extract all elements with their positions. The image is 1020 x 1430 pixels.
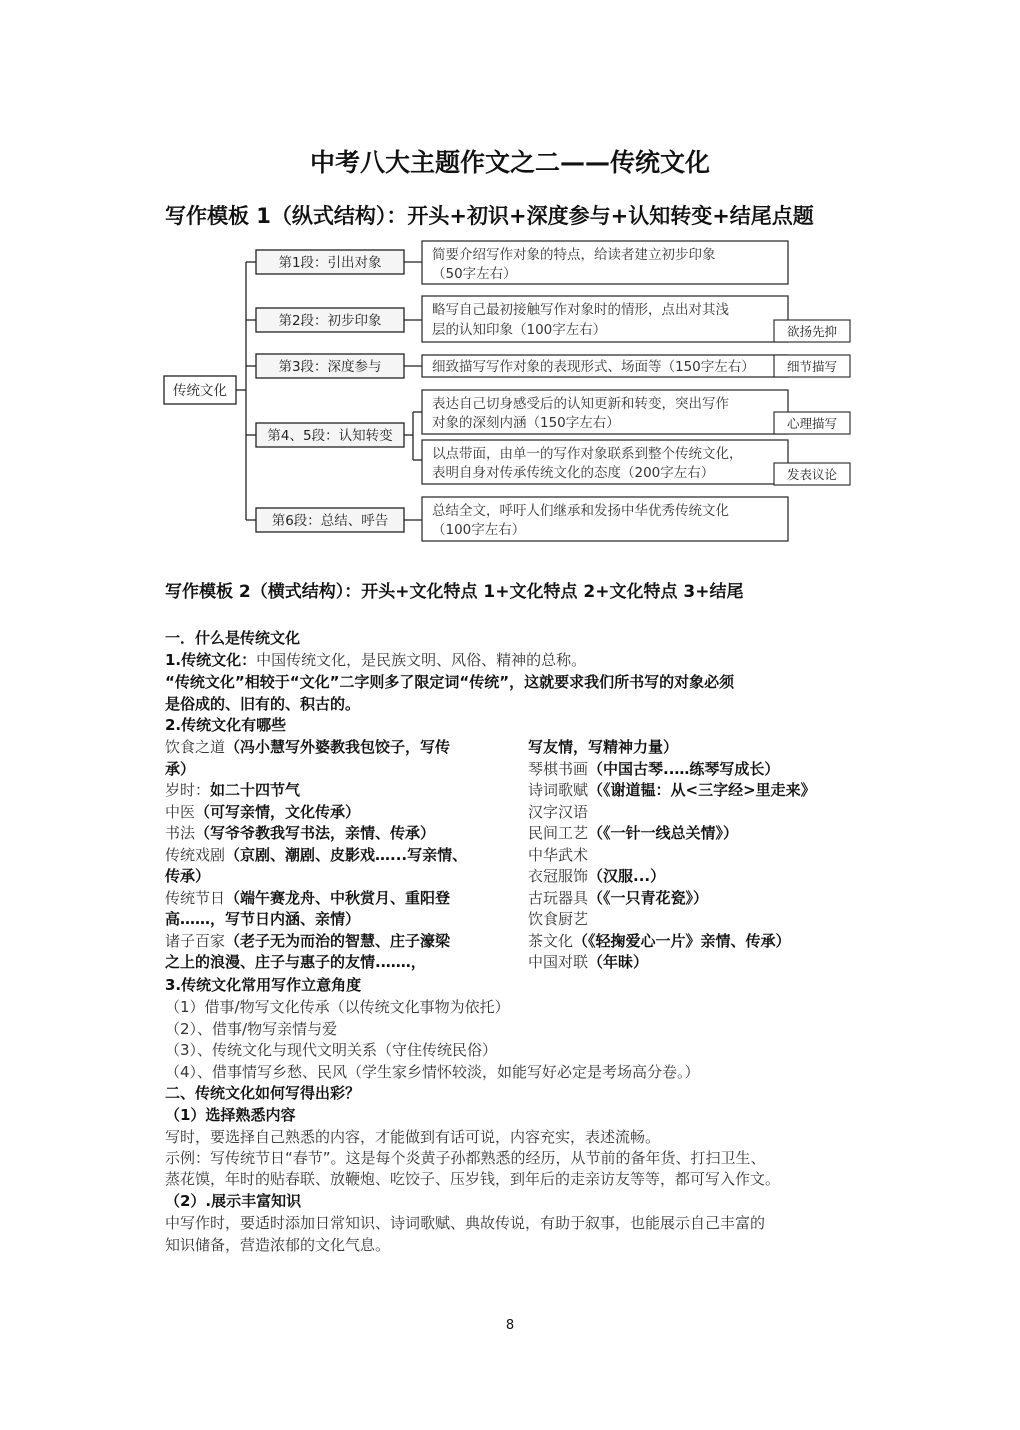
template1-heading: 写作模板 1（纵式结构）：开头+初识+深度参与+认知转变+结尾点题: [165, 204, 814, 228]
list-item-note: 高……，写节日内涵、亲情）: [165, 910, 361, 928]
definition-paragraph: [165, 650, 586, 672]
list-item-note: （中国古琴..…练琴写成长）: [588, 759, 780, 778]
diagram-root-label: 传统文化: [173, 383, 227, 399]
list-item-note: （《谢道韫：从<三字经>里走来》: [588, 781, 816, 799]
note-line: 层的认知印象（100字左右）: [432, 322, 607, 338]
list-item-note: （汉服...）: [588, 867, 666, 885]
list-item: [165, 802, 510, 824]
list-item: [528, 780, 868, 802]
diagram-note: [422, 390, 850, 434]
list-item: [528, 737, 868, 759]
list-item-label: 饮食厨艺: [528, 910, 589, 928]
list-item-note: （年昧）: [588, 953, 649, 971]
list-item-note: （《一只青花瓷》）: [588, 888, 709, 907]
page-number: 8: [505, 1318, 515, 1333]
culture-list-right: [528, 737, 868, 974]
list-item-note: （京剧、潮剧、皮影戏…...写亲情、: [225, 845, 468, 864]
list-item-label: 民间工艺: [528, 824, 589, 842]
subsection-heading: 2.传统文化有哪些: [165, 716, 287, 734]
list-item: [528, 866, 868, 888]
list-item-label: 诗词歌赋: [528, 781, 589, 799]
paragraph-line: 写时，要选择自己熟悉的内容，才能做到有话可说，内容充实，表述流畅。: [165, 1128, 661, 1146]
note-line: 以点带面，由单一的写作对象联系到整个传统文化，: [432, 446, 743, 462]
template2-heading: 写作模板 2（横式结构）：开头+文化特点 1+文化特点 2+文化特点 3+结尾: [165, 582, 744, 602]
list-item-label: 饮食之道: [165, 738, 226, 756]
list-item: [165, 823, 510, 845]
list-item: [528, 802, 868, 824]
list-item-note: 如二十四节气: [210, 781, 301, 799]
list-item: [165, 952, 510, 974]
list-item-label: 古玩器具: [528, 888, 589, 907]
list-item: [165, 759, 510, 781]
diagram-node: [256, 308, 404, 332]
paragraph-line: 中写作时，要适时添加日常知识、诗词歌赋、典故传说，有助于叙事，也能展示自己丰富的: [165, 1214, 766, 1232]
list-item: [165, 931, 510, 953]
list-item-label: 茶文化: [528, 931, 574, 950]
list-item: [528, 845, 868, 867]
diagram-node-label: 第3段：深度参与: [278, 359, 382, 375]
note-tag: 欲扬先抑: [786, 324, 838, 339]
note-line: （50字左右）: [432, 266, 517, 282]
diagram-note: [422, 497, 788, 541]
list-item-label: 中国对联: [528, 953, 589, 971]
note-line: 表达自己切身感受后的认知更新和转变，突出写作: [432, 396, 729, 412]
list-item-note: （可写亲情，文化传承）: [195, 802, 361, 821]
list-item-note: 写友情，写精神力量）: [528, 738, 679, 756]
list-item: [528, 909, 868, 931]
list-item: [165, 888, 510, 910]
page-title: 中考八大主题作文之二——传统文化: [309, 148, 710, 177]
structure-diagram: [160, 232, 860, 552]
note-line: 表明自身对传承传统文化的态度（200字左右）: [432, 465, 715, 481]
list-item: [165, 845, 510, 867]
section1-heading: 一．什么是传统文化: [165, 629, 301, 647]
note-tag: 心理描写: [786, 416, 838, 431]
diagram-node: [256, 423, 404, 447]
subsection-heading: 3.传统文化常用写作立意角度: [165, 976, 362, 994]
note-tag: 细节描写: [786, 359, 838, 374]
diagram-note: [422, 440, 850, 485]
list-item: [528, 931, 868, 953]
note-tag: 发表议论: [786, 467, 838, 482]
example-line: 蒸花馍，年时的贴春联、放鞭炮、吃饺子、压岁钱，到年后的走亲访友等等，都可写入作文。: [165, 1170, 781, 1188]
note-line: 简要介绍写作对象的特点，给读者建立初步印象: [432, 247, 716, 263]
diagram-node-label: 第4、5段：认知转变: [267, 428, 393, 444]
list-item-label: 中医: [165, 802, 196, 821]
diagram-node-label: 第6段：总结、呼告: [271, 513, 389, 529]
list-item-note: （老子无为而治的智慧、庄子濠梁: [225, 931, 451, 950]
section2-heading: 二、传统文化如何写得出彩？: [165, 1084, 361, 1102]
list-item-label: 诸子百家: [165, 931, 226, 950]
paragraph-line: 知识储备，营造浓郁的文化气息。: [165, 1236, 391, 1254]
note-line: 略写自己最初接触写作对象时的情形，点出对其浅: [432, 302, 729, 318]
subsection-heading: （2）.展示丰富知识: [165, 1192, 302, 1210]
paragraph-line: “传统文化”相较于“文化”二字则多了限定词“传统”，这就要求我们所书写的对象必须: [165, 673, 735, 691]
list-item: [165, 737, 510, 759]
subsection-heading: （1）选择熟悉内容: [165, 1106, 296, 1124]
note-line: 细致描写写作对象的表现形式、场面等（150字左右）: [432, 359, 755, 375]
list-item-note: （《一针一线总关情》）: [588, 824, 739, 842]
angle-item: （4）、借事情写乡愁、民风（学生家乡情怀较淡，如能写好必定是考场高分卷。）: [165, 1063, 700, 1081]
list-item-label: 中华武术: [528, 845, 589, 864]
list-item-label: 琴棋书画: [528, 759, 589, 778]
paragraph-line: 是俗成的、旧有的、积古的。: [165, 695, 361, 713]
list-item-note: （写爷爷教我写书法，亲情、传承）: [195, 824, 436, 842]
diagram-node-label: 第2段：初步印象: [278, 313, 382, 329]
list-item-label: 传统节日: [165, 888, 226, 907]
diagram-node: [256, 354, 404, 378]
angle-item: （2）、借事/物写亲情与爱: [165, 1020, 338, 1038]
list-item-note: 传承）: [165, 867, 211, 885]
list-item-label: 书法: [165, 824, 196, 842]
list-item: [528, 759, 868, 781]
diagram-node: [256, 250, 404, 274]
list-item-note: 承）: [165, 759, 196, 778]
list-item: [528, 888, 868, 910]
list-item: [165, 780, 510, 802]
list-item-label: 岁时：: [165, 781, 211, 799]
list-item-note: （冯小慧写外婆教我包饺子，写传: [225, 738, 451, 756]
diagram-note: [422, 241, 788, 284]
list-item-label: 汉字汉语: [528, 802, 589, 821]
list-item-note: （《轻掬爱心一片》亲情、传承）: [573, 931, 791, 950]
list-item: [165, 866, 510, 888]
list-item-note: 之上的浪漫、庄子与惠子的友情.……，: [165, 953, 426, 971]
diagram-node-label: 第1段：引出对象: [278, 255, 382, 271]
angle-item: （1）借事/物写文化传承（以传统文化事物为依托）: [165, 998, 510, 1016]
list-item-note: （端午赛龙舟、中秋赏月、重阳登: [225, 888, 451, 907]
list-item: [165, 909, 510, 931]
example-line: 示例：写传统节日“春节”。这是每个炎黄子孙都熟悉的经历，从节前的备年货、打扫卫生、: [165, 1149, 766, 1167]
angle-item: （3）、传统文化与现代文明关系（守住传统民俗）: [165, 1041, 498, 1059]
diagram-note: [422, 296, 850, 342]
culture-list-left: [165, 737, 510, 974]
note-line: （100字左右）: [432, 522, 526, 538]
definition-label: 1.传统文化：: [165, 651, 257, 669]
list-item-label: 衣冠服饰: [528, 867, 589, 885]
list-item: [528, 952, 868, 974]
note-line: 对象的深刻内涵（150字左右）: [432, 415, 620, 431]
diagram-node: [256, 508, 404, 532]
diagram-note: [422, 355, 850, 377]
list-item-label: 传统戏剧: [165, 845, 226, 864]
note-line: 总结全文，呼吁人们继承和发扬中华优秀传统文化: [432, 503, 729, 519]
definition-text: 中国传统文化，是民族文明、风俗、精神的总称。: [256, 651, 587, 669]
list-item: [528, 823, 868, 845]
